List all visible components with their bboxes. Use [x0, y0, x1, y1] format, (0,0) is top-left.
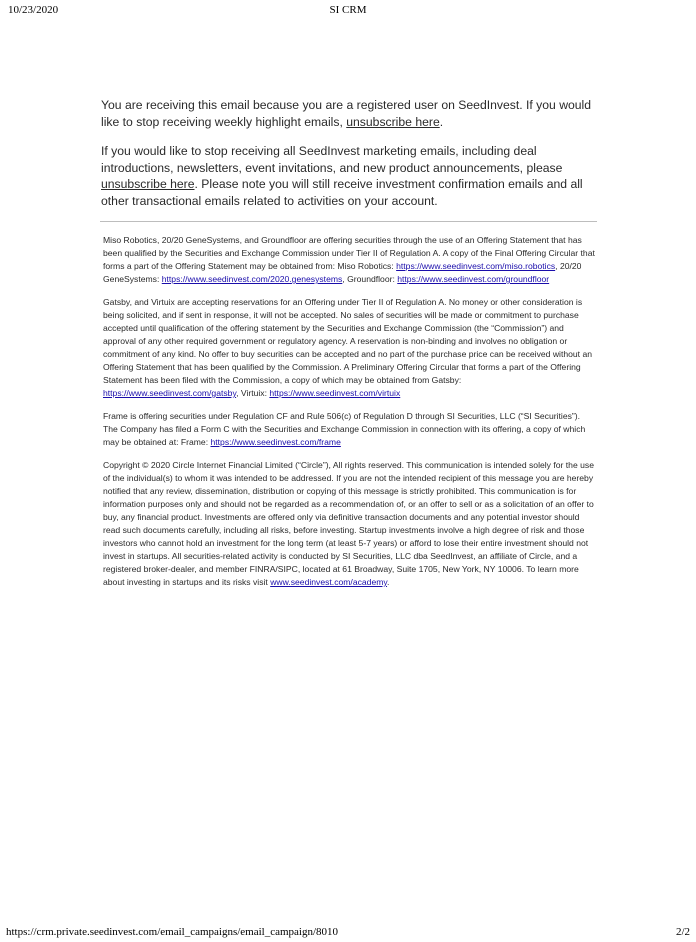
reservation-disclaimer: Gatsby, and Virtuix are accepting reservations for an Offering under Tier II of Regulation A. No money or other consideration is being solicited, and if sent in response, it will not be accepted. No sales of securities will be made or commitment to purchase accepted until qualification of the offering statement by the Securities and Exchange Commission (the “Commission”) and approval of any other required government or regulatory agency. A reservation is non-binding and involves no obligation or commitment of any kind. No offer to buy securities can be accepted and no part of the purchase price can be received without an Offering Statement that has been qualified by the Commission. A Preliminary Offering Circular that forms a part of the Offering Statement has been filed with the Commission, a copy of which may be obtained from Gatsby: https://www.seedinvest.com/gatsby, Virtuix: https://www.seedinvest.com/virtuix	[103, 297, 593, 398]
print-url: https://crm.private.seedinvest.com/email_campaigns/email_campaign/8010	[6, 926, 339, 938]
virtuix-link[interactable]: https://www.seedinvest.com/virtuix	[269, 388, 401, 398]
print-date: 10/23/2020	[8, 4, 59, 16]
print-header	[0, 4, 696, 18]
unsubscribe-all-link[interactable]: unsubscribe here	[101, 177, 195, 191]
reg-cf-disclaimer: Frame is offering securities under Regulation CF and Rule 506(c) of Regulation D through SI Securities, LLC (“SI Securities”). The Company has filed a Form C with the Securities and Exchange Commission in connection with its offering, a copy of which may be obtained at: Frame: https://www.seedinvest.com/frame	[103, 411, 586, 447]
weekly-unsubscribe-paragraph: You are receiving this email because you are a registered user on SeedInvest. If you would like to stop receiving weekly highlight emails, unsubscribe here.	[101, 98, 592, 129]
tier2-offering-disclaimer: Miso Robotics, 20/20 GeneSystems, and Groundfloor are offering securities through the use of an Offering Statement that has been qualified by the Securities and Exchange Commission under Tier II of Regulation A. A copy of the Final Offering Circular that forms a part of the Offering Statement may be obtained from: Miso Robotics: https://www.seedinvest.com/miso.robotics, 20/20 GeneSystems: https://www.seedinvest.com/2020.genesystems, Groundfloor: https://www.seedinvest.com/groundfloor	[103, 235, 595, 284]
print-title: SI CRM	[329, 4, 367, 16]
academy-link[interactable]: www.seedinvest.com/academy	[270, 577, 388, 587]
page-number: 2/2	[675, 926, 690, 938]
unsubscribe-weekly-link[interactable]: unsubscribe here	[346, 114, 440, 129]
frame-link[interactable]: https://www.seedinvest.com/frame	[210, 437, 341, 447]
gatsby-link[interactable]: https://www.seedinvest.com/gatsby	[103, 388, 237, 398]
print-footer	[0, 926, 696, 940]
miso-robotics-link[interactable]: https://www.seedinvest.com/miso.robotics	[396, 261, 556, 271]
unsubscribe-section	[101, 97, 597, 209]
email-body	[101, 97, 597, 599]
copyright-notice: Copyright © 2020 Circle Internet Financial Limited (“Circle”), All rights reserved. This communication is intended solely for the use of the individual(s) to whom it was intended to be addressed. If you are not the intended recipient of this message you are hereby notified that any review, dissemination, distribution or copying of this message is strictly prohibited. This communication is for information purposes only and should not be regarded as a recommendation of, or an offer to sell or as a solicitation of an offer to buy, any financial product. Investments are offered only via definitive transaction documents and any potential investor should read such documents carefully, including all risks, before investing. Startup investments involve a high degree of risk and those investors who cannot hold an investment for the long term (at least 5-7 years) or afford to lose their entire investment should not invest in startups. All securities-related activity is conducted by SI Securities, LLC dba SeedInvest, an affiliate of Circle, and a registered broker-dealer, and member FINRA/SIPC, located at 61 Broadway, Suite 1705, New York, NY 10006. To learn more about investing in startups and its risks visit www.seedinvest.com/academy.	[103, 460, 594, 587]
genesystems-link[interactable]: https://www.seedinvest.com/2020.genesystems	[161, 274, 343, 284]
groundfloor-link[interactable]: https://www.seedinvest.com/groundfloor	[397, 274, 550, 284]
divider	[100, 221, 597, 222]
all-marketing-unsubscribe-paragraph: If you would like to stop receiving all SeedInvest marketing emails, including deal introductions, newsletters, event invitations, and new product announcements, please unsubscribe here. Please note you will still receive investment confirmation emails and all other transactional emails related to activities on your account.	[101, 144, 583, 208]
legal-disclaimers	[101, 234, 597, 589]
